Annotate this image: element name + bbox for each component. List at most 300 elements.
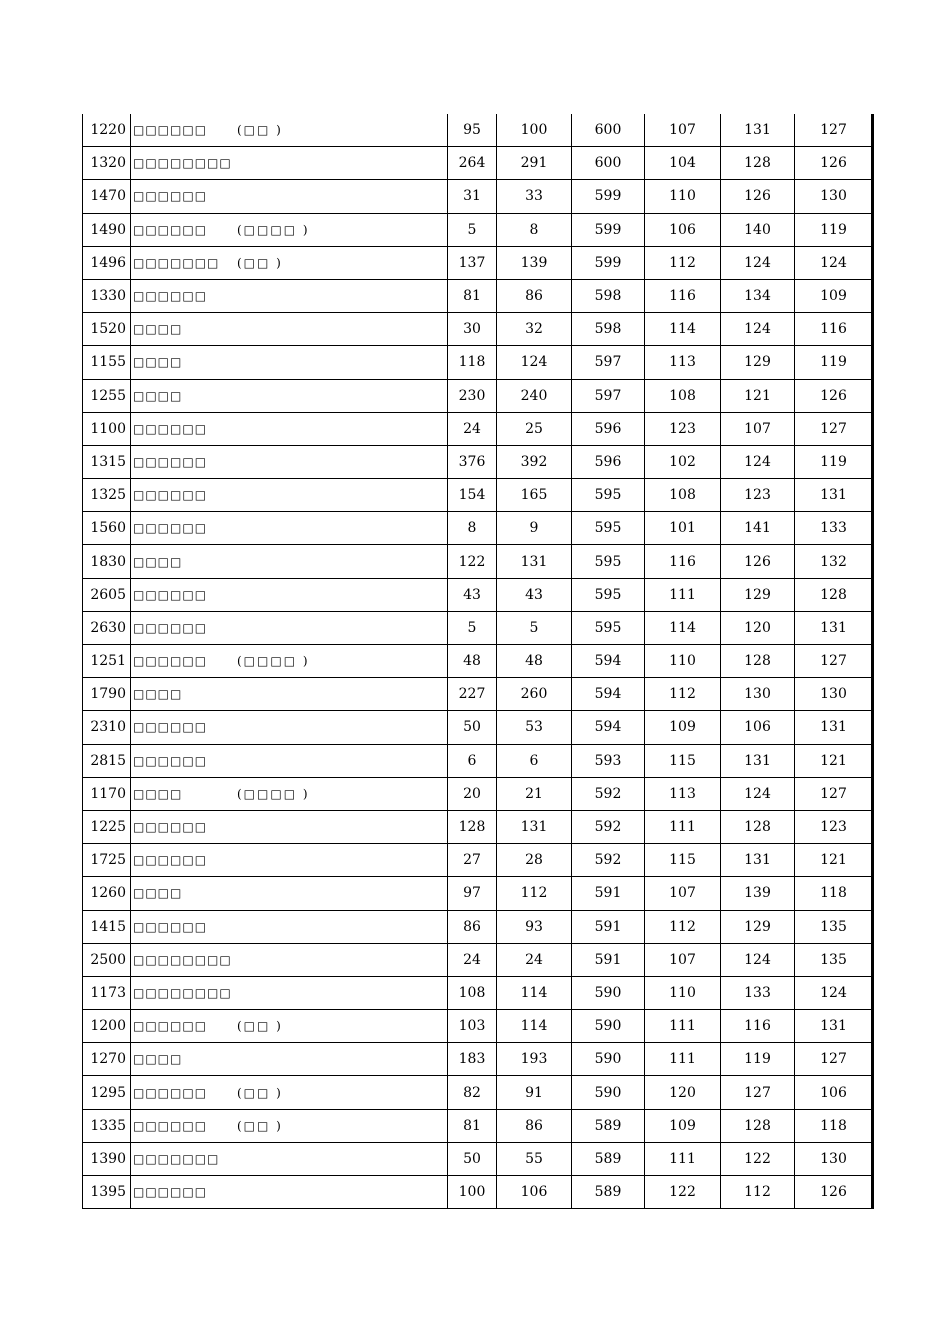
table-row bbox=[83, 114, 872, 147]
name-cell bbox=[131, 313, 448, 345]
value-cell-3: 591 bbox=[572, 877, 645, 909]
value-cell-3: 590 bbox=[572, 1076, 645, 1108]
value-cell-4: 110 bbox=[645, 180, 721, 212]
table-row bbox=[83, 877, 872, 910]
value-cell-1: 5 bbox=[448, 214, 497, 246]
value-cell-2: 55 bbox=[497, 1143, 572, 1175]
value-cell-3: 599 bbox=[572, 214, 645, 246]
table-row bbox=[83, 678, 872, 711]
value-cell-4: 107 bbox=[645, 944, 721, 976]
name-cell bbox=[131, 446, 448, 478]
value-cell-4: 101 bbox=[645, 512, 721, 544]
value-cell-6: 116 bbox=[820, 321, 847, 338]
name-cell bbox=[131, 214, 448, 246]
value-cell-3: 597 bbox=[572, 346, 645, 378]
value-cell-4: 104 bbox=[645, 147, 721, 179]
table-row bbox=[83, 1176, 872, 1209]
code-cell: 1415 bbox=[83, 911, 131, 943]
code-cell: 1330 bbox=[83, 280, 131, 312]
program-name: □□□□□□□□ bbox=[133, 952, 232, 967]
program-note: (□□ ) bbox=[237, 1085, 283, 1100]
table-row bbox=[83, 479, 872, 512]
value-cell-6: 131 bbox=[820, 719, 847, 736]
value-cell-6: 130 bbox=[820, 188, 847, 205]
value-cell-1: 103 bbox=[448, 1010, 497, 1042]
value-cell-3: 589 bbox=[572, 1110, 645, 1142]
value-cell-3: 592 bbox=[572, 811, 645, 843]
code-cell: 1470 bbox=[83, 180, 131, 212]
value-cell-4: 107 bbox=[645, 114, 721, 146]
value-cell-4: 109 bbox=[645, 711, 721, 743]
value-cell-6: 127 bbox=[820, 1051, 847, 1068]
name-cell bbox=[131, 512, 448, 544]
table-row bbox=[83, 545, 872, 578]
name-cell bbox=[131, 280, 448, 312]
program-note: (□□ ) bbox=[237, 1019, 283, 1034]
table-row bbox=[83, 247, 872, 280]
program-name: □□□□□□ bbox=[133, 521, 208, 536]
table-row bbox=[83, 1076, 872, 1109]
value-cell-4: 111 bbox=[645, 811, 721, 843]
program-name: □□□□□□ bbox=[133, 189, 208, 204]
value-cell-1: 100 bbox=[448, 1176, 497, 1208]
value-cell-1: 227 bbox=[448, 678, 497, 710]
table-row bbox=[83, 911, 872, 944]
name-cell bbox=[131, 1176, 448, 1208]
name-cell bbox=[131, 545, 448, 577]
code-cell: 1496 bbox=[83, 247, 131, 279]
name-cell bbox=[131, 844, 448, 876]
program-name: □□□□□□□□ bbox=[133, 156, 232, 171]
value-cell-6: 119 bbox=[820, 221, 847, 238]
table-row bbox=[83, 745, 872, 778]
value-cell-5: 131 bbox=[721, 114, 795, 146]
program-name: □□□□ bbox=[133, 1052, 183, 1067]
value-cell-4: 120 bbox=[645, 1076, 721, 1108]
value-cell-3: 595 bbox=[572, 512, 645, 544]
value-cell-5: 121 bbox=[721, 380, 795, 412]
program-name: □□□□□□ bbox=[133, 1185, 208, 1200]
value-cell-4: 116 bbox=[645, 545, 721, 577]
value-cell-6: 135 bbox=[820, 951, 847, 968]
value-cell-5: 128 bbox=[721, 1110, 795, 1142]
value-cell-5: 128 bbox=[721, 645, 795, 677]
value-cell-3: 594 bbox=[572, 645, 645, 677]
code-cell: 1315 bbox=[83, 446, 131, 478]
value-cell-5: 107 bbox=[721, 413, 795, 445]
value-cell-2: 124 bbox=[497, 346, 572, 378]
code-cell: 1155 bbox=[83, 346, 131, 378]
value-cell-6: 127 bbox=[820, 653, 847, 670]
program-note: (□□□□ ) bbox=[237, 222, 310, 237]
value-cell-2: 91 bbox=[497, 1076, 572, 1108]
table-row bbox=[83, 778, 872, 811]
value-cell-1: 8 bbox=[448, 512, 497, 544]
value-cell-1: 97 bbox=[448, 877, 497, 909]
score-table bbox=[82, 114, 872, 1209]
value-cell-2: 106 bbox=[497, 1176, 572, 1208]
value-cell-4: 106 bbox=[645, 214, 721, 246]
name-cell bbox=[131, 114, 448, 146]
value-cell-4: 112 bbox=[645, 247, 721, 279]
value-cell-3: 595 bbox=[572, 579, 645, 611]
code-cell: 2815 bbox=[83, 745, 131, 777]
program-name: □□□□□□ bbox=[133, 853, 208, 868]
table-row bbox=[83, 711, 872, 744]
value-cell-4: 111 bbox=[645, 1143, 721, 1175]
value-cell-1: 6 bbox=[448, 745, 497, 777]
name-cell bbox=[131, 811, 448, 843]
value-cell-3: 600 bbox=[572, 147, 645, 179]
value-cell-2: 131 bbox=[497, 545, 572, 577]
value-cell-1: 20 bbox=[448, 778, 497, 810]
code-cell: 2310 bbox=[83, 711, 131, 743]
value-cell-3: 592 bbox=[572, 778, 645, 810]
value-cell-6: 128 bbox=[820, 586, 847, 603]
code-cell: 1270 bbox=[83, 1043, 131, 1075]
program-name: □□□□□□ bbox=[133, 1019, 208, 1034]
name-cell bbox=[131, 678, 448, 710]
value-cell-4: 123 bbox=[645, 413, 721, 445]
value-cell-3: 592 bbox=[572, 844, 645, 876]
value-cell-2: 6 bbox=[497, 745, 572, 777]
value-cell-1: 137 bbox=[448, 247, 497, 279]
value-cell-2: 5 bbox=[497, 612, 572, 644]
program-name: □□□□□□□ bbox=[133, 1151, 220, 1166]
value-cell-1: 86 bbox=[448, 911, 497, 943]
code-cell: 1173 bbox=[83, 977, 131, 1009]
value-cell-5: 124 bbox=[721, 446, 795, 478]
program-name: □□□□□□ bbox=[133, 753, 208, 768]
value-cell-3: 599 bbox=[572, 247, 645, 279]
value-cell-3: 590 bbox=[572, 1043, 645, 1075]
value-cell-4: 115 bbox=[645, 844, 721, 876]
value-cell-4: 116 bbox=[645, 280, 721, 312]
code-cell: 1790 bbox=[83, 678, 131, 710]
value-cell-4: 122 bbox=[645, 1176, 721, 1208]
value-cell-6: 121 bbox=[820, 752, 847, 769]
table-row bbox=[83, 1010, 872, 1043]
value-cell-5: 124 bbox=[721, 247, 795, 279]
value-cell-1: 24 bbox=[448, 413, 497, 445]
code-cell: 1320 bbox=[83, 147, 131, 179]
value-cell-5: 123 bbox=[721, 479, 795, 511]
table-row bbox=[83, 1043, 872, 1076]
name-cell bbox=[131, 1110, 448, 1142]
value-cell-2: 24 bbox=[497, 944, 572, 976]
value-cell-1: 43 bbox=[448, 579, 497, 611]
value-cell-5: 129 bbox=[721, 346, 795, 378]
program-note: (□□ ) bbox=[237, 255, 283, 270]
program-name: □□□□□□ bbox=[133, 123, 208, 138]
code-cell: 1295 bbox=[83, 1076, 131, 1108]
name-cell bbox=[131, 612, 448, 644]
name-cell bbox=[131, 479, 448, 511]
table-row bbox=[83, 1143, 872, 1176]
code-cell: 1220 bbox=[83, 114, 131, 146]
program-note: (□□ ) bbox=[237, 123, 283, 138]
value-cell-5: 119 bbox=[721, 1043, 795, 1075]
program-note: (□□ ) bbox=[237, 1118, 283, 1133]
name-cell bbox=[131, 711, 448, 743]
value-cell-2: 291 bbox=[497, 147, 572, 179]
program-name: □□□□ bbox=[133, 786, 183, 801]
value-cell-2: 43 bbox=[497, 579, 572, 611]
code-cell: 1390 bbox=[83, 1143, 131, 1175]
program-name: □□□□ bbox=[133, 687, 183, 702]
value-cell-3: 596 bbox=[572, 413, 645, 445]
value-cell-6: 127 bbox=[820, 122, 847, 139]
value-cell-6: 131 bbox=[820, 487, 847, 504]
code-cell: 1200 bbox=[83, 1010, 131, 1042]
name-cell bbox=[131, 579, 448, 611]
program-name: □□□□□□ bbox=[133, 421, 208, 436]
value-cell-2: 25 bbox=[497, 413, 572, 445]
value-cell-5: 139 bbox=[721, 877, 795, 909]
value-cell-3: 591 bbox=[572, 911, 645, 943]
value-cell-2: 32 bbox=[497, 313, 572, 345]
name-cell bbox=[131, 778, 448, 810]
name-cell bbox=[131, 977, 448, 1009]
value-cell-1: 24 bbox=[448, 944, 497, 976]
value-cell-5: 141 bbox=[721, 512, 795, 544]
value-cell-5: 116 bbox=[721, 1010, 795, 1042]
value-cell-6: 119 bbox=[820, 453, 847, 470]
value-cell-1: 81 bbox=[448, 1110, 497, 1142]
value-cell-6: 133 bbox=[820, 520, 847, 537]
value-cell-3: 594 bbox=[572, 678, 645, 710]
program-name: □□□□□□ bbox=[133, 1085, 208, 1100]
program-name: □□□□ bbox=[133, 554, 183, 569]
value-cell-3: 595 bbox=[572, 479, 645, 511]
name-cell bbox=[131, 1043, 448, 1075]
name-cell bbox=[131, 911, 448, 943]
value-cell-2: 240 bbox=[497, 380, 572, 412]
code-cell: 2500 bbox=[83, 944, 131, 976]
program-name: □□□□□□ bbox=[133, 488, 208, 503]
value-cell-3: 598 bbox=[572, 313, 645, 345]
table-row bbox=[83, 346, 872, 379]
value-cell-5: 140 bbox=[721, 214, 795, 246]
value-cell-5: 106 bbox=[721, 711, 795, 743]
value-cell-1: 48 bbox=[448, 645, 497, 677]
value-cell-1: 118 bbox=[448, 346, 497, 378]
value-cell-5: 133 bbox=[721, 977, 795, 1009]
value-cell-6: 132 bbox=[820, 553, 847, 570]
program-name: □□□□□□□□ bbox=[133, 985, 232, 1000]
value-cell-4: 112 bbox=[645, 911, 721, 943]
program-name: □□□□ bbox=[133, 886, 183, 901]
value-cell-1: 50 bbox=[448, 1143, 497, 1175]
name-cell bbox=[131, 180, 448, 212]
code-cell: 1225 bbox=[83, 811, 131, 843]
value-cell-6: 126 bbox=[820, 155, 847, 172]
table-row bbox=[83, 944, 872, 977]
table-row bbox=[83, 844, 872, 877]
table-row bbox=[83, 214, 872, 247]
value-cell-5: 122 bbox=[721, 1143, 795, 1175]
value-cell-6: 126 bbox=[820, 1184, 847, 1201]
table-row bbox=[83, 313, 872, 346]
value-cell-1: 108 bbox=[448, 977, 497, 1009]
value-cell-1: 82 bbox=[448, 1076, 497, 1108]
value-cell-3: 589 bbox=[572, 1143, 645, 1175]
value-cell-2: 33 bbox=[497, 180, 572, 212]
value-cell-1: 122 bbox=[448, 545, 497, 577]
value-cell-5: 124 bbox=[721, 313, 795, 345]
value-cell-6: 131 bbox=[820, 619, 847, 636]
value-cell-5: 129 bbox=[721, 911, 795, 943]
value-cell-4: 110 bbox=[645, 645, 721, 677]
name-cell bbox=[131, 745, 448, 777]
value-cell-4: 115 bbox=[645, 745, 721, 777]
value-cell-6: 135 bbox=[820, 918, 847, 935]
value-cell-4: 112 bbox=[645, 678, 721, 710]
program-note: (□□□□ ) bbox=[237, 654, 310, 669]
value-cell-3: 593 bbox=[572, 745, 645, 777]
name-cell bbox=[131, 1076, 448, 1108]
value-cell-1: 154 bbox=[448, 479, 497, 511]
program-name: □□□□□□ bbox=[133, 919, 208, 934]
value-cell-4: 111 bbox=[645, 579, 721, 611]
program-name: □□□□□□ bbox=[133, 820, 208, 835]
name-cell bbox=[131, 944, 448, 976]
value-cell-2: 112 bbox=[497, 877, 572, 909]
value-cell-3: 596 bbox=[572, 446, 645, 478]
program-name: □□□□ bbox=[133, 355, 183, 370]
table-row bbox=[83, 645, 872, 678]
value-cell-5: 126 bbox=[721, 180, 795, 212]
value-cell-2: 86 bbox=[497, 1110, 572, 1142]
value-cell-4: 113 bbox=[645, 346, 721, 378]
program-note: (□□□□ ) bbox=[237, 786, 310, 801]
value-cell-4: 114 bbox=[645, 612, 721, 644]
value-cell-5: 128 bbox=[721, 147, 795, 179]
table-row bbox=[83, 180, 872, 213]
value-cell-6: 126 bbox=[820, 387, 847, 404]
value-cell-3: 597 bbox=[572, 380, 645, 412]
value-cell-4: 111 bbox=[645, 1010, 721, 1042]
value-cell-1: 183 bbox=[448, 1043, 497, 1075]
table-row bbox=[83, 811, 872, 844]
code-cell: 1335 bbox=[83, 1110, 131, 1142]
code-cell: 1100 bbox=[83, 413, 131, 445]
value-cell-6: 127 bbox=[820, 785, 847, 802]
value-cell-4: 110 bbox=[645, 977, 721, 1009]
program-name: □□□□□□ bbox=[133, 654, 208, 669]
value-cell-1: 376 bbox=[448, 446, 497, 478]
table-row bbox=[83, 977, 872, 1010]
code-cell: 1725 bbox=[83, 844, 131, 876]
value-cell-6: 119 bbox=[820, 354, 847, 371]
value-cell-5: 131 bbox=[721, 844, 795, 876]
value-cell-5: 129 bbox=[721, 579, 795, 611]
value-cell-5: 120 bbox=[721, 612, 795, 644]
program-name: □□□□□□ bbox=[133, 222, 208, 237]
value-cell-5: 130 bbox=[721, 678, 795, 710]
table-row bbox=[83, 579, 872, 612]
name-cell bbox=[131, 346, 448, 378]
value-cell-5: 124 bbox=[721, 778, 795, 810]
value-cell-1: 27 bbox=[448, 844, 497, 876]
value-cell-2: 165 bbox=[497, 479, 572, 511]
value-cell-2: 260 bbox=[497, 678, 572, 710]
name-cell bbox=[131, 247, 448, 279]
value-cell-3: 590 bbox=[572, 1010, 645, 1042]
value-cell-5: 126 bbox=[721, 545, 795, 577]
program-name: □□□□□□ bbox=[133, 1118, 208, 1133]
value-cell-2: 53 bbox=[497, 711, 572, 743]
table-row bbox=[83, 413, 872, 446]
value-cell-5: 134 bbox=[721, 280, 795, 312]
value-cell-3: 599 bbox=[572, 180, 645, 212]
value-cell-1: 30 bbox=[448, 313, 497, 345]
value-cell-2: 9 bbox=[497, 512, 572, 544]
value-cell-2: 48 bbox=[497, 645, 572, 677]
value-cell-4: 107 bbox=[645, 877, 721, 909]
code-cell: 1520 bbox=[83, 313, 131, 345]
value-cell-1: 128 bbox=[448, 811, 497, 843]
value-cell-4: 114 bbox=[645, 313, 721, 345]
value-cell-6: 121 bbox=[820, 852, 847, 869]
code-cell: 1325 bbox=[83, 479, 131, 511]
value-cell-1: 31 bbox=[448, 180, 497, 212]
value-cell-3: 591 bbox=[572, 944, 645, 976]
value-cell-6: 123 bbox=[820, 819, 847, 836]
value-cell-5: 112 bbox=[721, 1176, 795, 1208]
value-cell-6: 118 bbox=[820, 1117, 847, 1134]
name-cell bbox=[131, 413, 448, 445]
value-cell-2: 193 bbox=[497, 1043, 572, 1075]
code-cell: 1260 bbox=[83, 877, 131, 909]
value-cell-2: 114 bbox=[497, 977, 572, 1009]
value-cell-6: 131 bbox=[820, 1018, 847, 1035]
name-cell bbox=[131, 1143, 448, 1175]
program-name: □□□□□□ bbox=[133, 454, 208, 469]
table-row bbox=[83, 612, 872, 645]
code-cell: 1170 bbox=[83, 778, 131, 810]
value-cell-2: 93 bbox=[497, 911, 572, 943]
value-cell-6: 109 bbox=[820, 288, 847, 305]
name-cell bbox=[131, 877, 448, 909]
code-cell: 1251 bbox=[83, 645, 131, 677]
value-cell-3: 594 bbox=[572, 711, 645, 743]
value-cell-6: 130 bbox=[820, 686, 847, 703]
value-cell-6: 127 bbox=[820, 420, 847, 437]
value-cell-2: 392 bbox=[497, 446, 572, 478]
value-cell-4: 111 bbox=[645, 1043, 721, 1075]
table-row bbox=[83, 1110, 872, 1143]
value-cell-2: 21 bbox=[497, 778, 572, 810]
value-cell-4: 102 bbox=[645, 446, 721, 478]
code-cell: 1255 bbox=[83, 380, 131, 412]
program-name: □□□□ bbox=[133, 322, 183, 337]
value-cell-2: 100 bbox=[497, 114, 572, 146]
value-cell-1: 50 bbox=[448, 711, 497, 743]
table-row bbox=[83, 380, 872, 413]
code-cell: 1395 bbox=[83, 1176, 131, 1208]
value-cell-6: 118 bbox=[820, 885, 847, 902]
table-row bbox=[83, 512, 872, 545]
value-cell-2: 114 bbox=[497, 1010, 572, 1042]
name-cell bbox=[131, 645, 448, 677]
program-name: □□□□□□ bbox=[133, 289, 208, 304]
value-cell-2: 86 bbox=[497, 280, 572, 312]
name-cell bbox=[131, 1010, 448, 1042]
value-cell-2: 8 bbox=[497, 214, 572, 246]
program-name: □□□□□□ bbox=[133, 587, 208, 602]
table-row bbox=[83, 446, 872, 479]
